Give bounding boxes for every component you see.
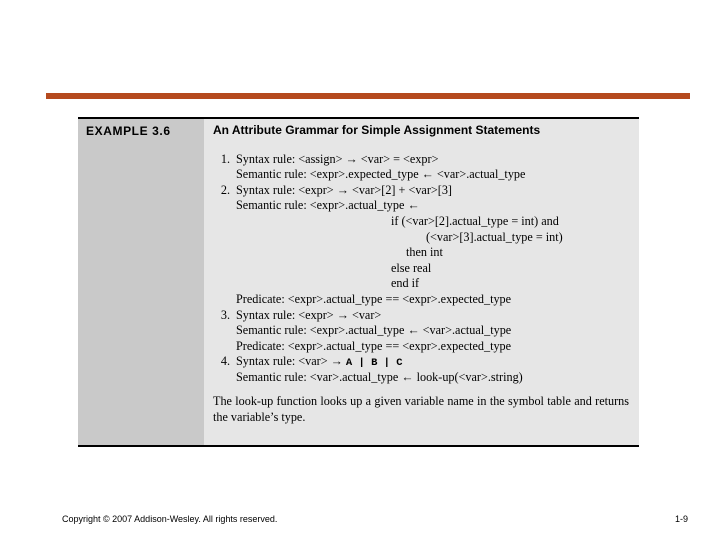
rule-line: Semantic rule: <expr>.expected_type ← <var>.actual_type <box>236 167 526 182</box>
rule-line: Semantic rule: <expr>.actual_type ← <box>236 198 420 213</box>
rule-line: (<var>[3].actual_type = int) <box>426 229 563 244</box>
example-content <box>204 119 639 445</box>
example-box <box>78 117 639 447</box>
rule-line: if (<var>[2].actual_type = int) and <box>391 213 559 228</box>
rule-line: then int <box>406 245 443 260</box>
rule-line: Syntax rule: <expr> → <var>[2] + <var>[3] <box>236 182 452 197</box>
rule-2 <box>213 183 631 308</box>
copyright-footer: Copyright © 2007 Addison-Wesley. All rights reserved. <box>62 514 278 524</box>
rule-line: Predicate: <expr>.actual_type == <expr>.expected_type <box>236 338 512 353</box>
rule-line: Syntax rule: <expr> → <var> <box>236 307 382 322</box>
rule-number: 3. <box>220 307 230 322</box>
rule-4 <box>213 354 631 385</box>
syntax-terminals: A | B | C <box>345 357 403 370</box>
example-label-panel <box>78 119 204 445</box>
syntax-prefix: Syntax rule: <var> → <box>236 354 346 369</box>
page-number: 1-9 <box>674 514 688 524</box>
example-label: EXAMPLE 3.6 <box>86 124 171 138</box>
rule-number: 1. <box>220 151 230 166</box>
rule-number: 4. <box>220 354 230 369</box>
rule-line: Semantic rule: <var>.actual_type ← look-up(<var>.string) <box>236 369 523 384</box>
rule-line: end if <box>391 276 420 291</box>
rule-line: else real <box>391 260 432 275</box>
rule-3 <box>213 308 631 355</box>
rule-line: Semantic rule: <expr>.actual_type ← <var>.actual_type <box>236 323 512 338</box>
rule-1 <box>213 152 631 183</box>
rule-line: Predicate: <expr>.actual_type == <expr>.expected_type <box>236 291 512 306</box>
example-title: An Attribute Grammar for Simple Assignment Statements <box>213 123 541 137</box>
top-accent-rule <box>46 93 690 99</box>
rule-number: 2. <box>220 182 230 197</box>
rule-line: Syntax rule: <assign> → <var> = <expr> <box>236 151 439 166</box>
rule-line <box>236 354 631 370</box>
lookup-note: The look-up function looks up a given variable name in the symbol table and returns the variable’s type. <box>213 393 629 424</box>
